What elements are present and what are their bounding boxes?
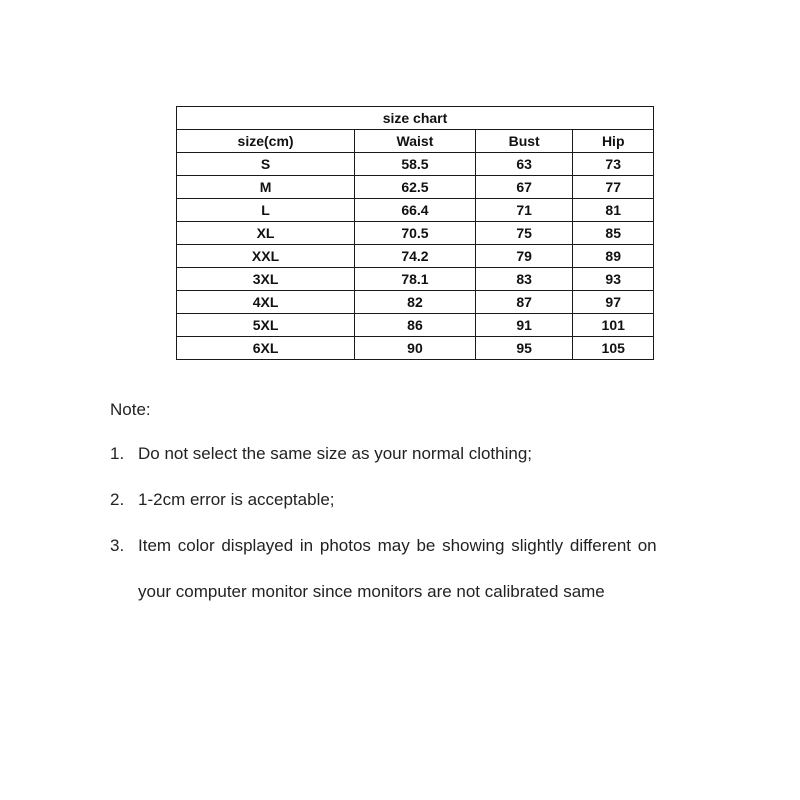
size-cell: 3XL: [177, 268, 355, 291]
note-number: 1.: [110, 444, 125, 463]
notes-title: Note:: [110, 400, 151, 419]
note-text: 1-2cm error is acceptable;: [138, 490, 335, 509]
bust-cell: 95: [475, 337, 573, 360]
hip-cell: 101: [573, 314, 654, 337]
hip-cell: 85: [573, 222, 654, 245]
waist-cell: 86: [355, 314, 476, 337]
bust-cell: 87: [475, 291, 573, 314]
table-row: [177, 222, 654, 245]
waist-cell: 82: [355, 291, 476, 314]
size-cell: S: [177, 153, 355, 176]
waist-cell: 90: [355, 337, 476, 360]
size-chart-table: [176, 106, 654, 360]
bust-cell: 63: [475, 153, 573, 176]
column-header: Bust: [475, 130, 573, 153]
waist-cell: 66.4: [355, 199, 476, 222]
size-cell: 4XL: [177, 291, 355, 314]
column-header: Hip: [573, 130, 654, 153]
bust-cell: 75: [475, 222, 573, 245]
hip-cell: 81: [573, 199, 654, 222]
bust-cell: 67: [475, 176, 573, 199]
size-cell: XXL: [177, 245, 355, 268]
waist-cell: 62.5: [355, 176, 476, 199]
hip-cell: 77: [573, 176, 654, 199]
bust-cell: 79: [475, 245, 573, 268]
table-row: [177, 153, 654, 176]
table-title-row: [177, 107, 654, 130]
waist-cell: 74.2: [355, 245, 476, 268]
table-title: size chart: [177, 107, 654, 130]
hip-cell: 105: [573, 337, 654, 360]
bust-cell: 71: [475, 199, 573, 222]
note-number: 2.: [110, 490, 125, 509]
hip-cell: 73: [573, 153, 654, 176]
note-item: [110, 488, 335, 512]
table-row: [177, 268, 654, 291]
waist-cell: 58.5: [355, 153, 476, 176]
column-header: size(cm): [177, 130, 355, 153]
size-cell: XL: [177, 222, 355, 245]
table-row: [177, 245, 654, 268]
hip-cell: 93: [573, 268, 654, 291]
bust-cell: 91: [475, 314, 573, 337]
note-continuation: your computer monitor since monitors are not calibrated same: [138, 582, 605, 601]
table-row: [177, 199, 654, 222]
size-cell: L: [177, 199, 355, 222]
table-row: [177, 337, 654, 360]
size-cell: 5XL: [177, 314, 355, 337]
table-row: [177, 314, 654, 337]
table-row: [177, 291, 654, 314]
note-text: Item color displayed in photos may be showing slightly different on: [138, 536, 657, 555]
note-item: [110, 534, 657, 558]
note-text: Do not select the same size as your normal clothing;: [138, 444, 533, 463]
size-cell: M: [177, 176, 355, 199]
table-header-row: [177, 130, 654, 153]
hip-cell: 97: [573, 291, 654, 314]
table-row: [177, 176, 654, 199]
column-header: Waist: [355, 130, 476, 153]
waist-cell: 70.5: [355, 222, 476, 245]
waist-cell: 78.1: [355, 268, 476, 291]
note-number: 3.: [110, 536, 125, 555]
bust-cell: 83: [475, 268, 573, 291]
note-item: [110, 442, 532, 466]
size-cell: 6XL: [177, 337, 355, 360]
hip-cell: 89: [573, 245, 654, 268]
